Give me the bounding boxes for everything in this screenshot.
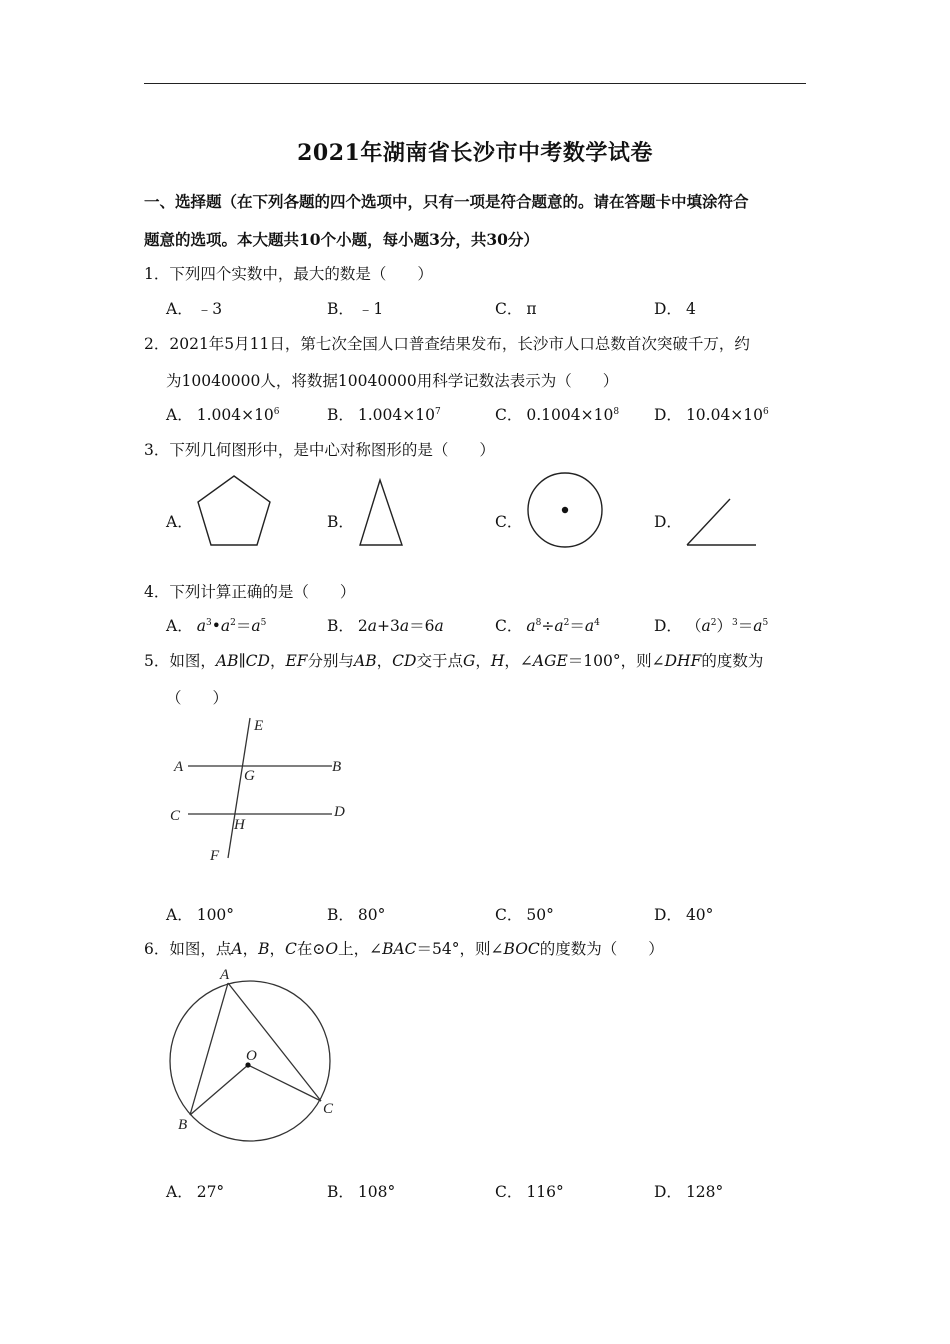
- q6-option-a[interactable]: A． 27°: [166, 1183, 225, 1201]
- label-point-f: F: [210, 848, 220, 864]
- q2-option-b[interactable]: B． $1.004\times 10^7$: [327, 406, 441, 424]
- pentagon-figure: [195, 472, 275, 550]
- angle-figure: [684, 495, 760, 551]
- question-2-stem-line2: 为10040000人，将数据10040000用科学记数法表示为（ ）: [166, 372, 619, 390]
- q6-option-b[interactable]: B． 108°: [327, 1183, 396, 1201]
- question-3-stem: 3．下列几何图形中，是中心对称图形的是（ ）: [144, 441, 495, 459]
- q2-option-c[interactable]: C． $0.1004\times 10^8$: [495, 406, 620, 424]
- q5-option-a[interactable]: A． 100°: [166, 906, 235, 924]
- question-4-stem: 4．下列计算正确的是（ ）: [144, 583, 356, 601]
- question-2-stem-line1: 2．2021年5月11日，第七次全国人口普查结果发布，长沙市人口总数首次突破千万，约: [144, 335, 750, 353]
- label-point-a: A: [220, 967, 230, 983]
- q3-option-a-label[interactable]: A．: [166, 513, 193, 531]
- question-6-stem: 6．如图，点A，B，C在⊙O上，∠BAC＝54°，则∠BOC的度数为（ ）: [144, 940, 664, 958]
- q4-option-b[interactable]: B． 2a+3a＝6a: [327, 617, 444, 635]
- circle-inscribed-angle-figure: [160, 965, 360, 1145]
- q2-option-d[interactable]: D． $10.04\times 10^6$: [654, 406, 769, 424]
- section-heading-line2: 题意的选项。本大题共10个小题，每小题3分，共30分）: [144, 230, 539, 249]
- parallel-lines-figure: [160, 712, 360, 872]
- section-heading-line1: 一、选择题（在下列各题的四个选项中，只有一项是符合题意的。请在答题卡中填涂符合: [144, 192, 749, 211]
- label-point-d: D: [334, 804, 345, 820]
- q1-option-c[interactable]: C． π: [495, 300, 537, 318]
- q3-option-c-label[interactable]: C．: [495, 513, 523, 531]
- label-point-h: H: [234, 817, 245, 833]
- circle-center-figure: [525, 472, 605, 552]
- label-point-c: C: [323, 1101, 334, 1117]
- exam-title: 2021年湖南省长沙市中考数学试卷: [297, 140, 653, 166]
- q3-option-b-label[interactable]: B．: [327, 513, 354, 531]
- q1-option-d[interactable]: D． 4: [654, 300, 696, 318]
- q4-option-c[interactable]: C． $a^8\div a^2=a^4$: [495, 617, 600, 635]
- triangle-figure: [355, 478, 407, 550]
- q3-option-d-label[interactable]: D．: [654, 513, 682, 531]
- label-point-b: B: [332, 759, 342, 775]
- label-point-c: C: [170, 808, 181, 824]
- q1-option-a[interactable]: A． ﹣3: [166, 300, 223, 318]
- label-point-g: G: [244, 768, 255, 784]
- q5-option-d[interactable]: D． 40°: [654, 906, 714, 924]
- header-rule: [144, 83, 806, 84]
- q6-option-c[interactable]: C． 116°: [495, 1183, 564, 1201]
- question-1-stem: 1．下列四个实数中，最大的数是（ ）: [144, 265, 433, 283]
- q5-option-b[interactable]: B． 80°: [327, 906, 386, 924]
- q5-option-c[interactable]: C． 50°: [495, 906, 554, 924]
- q1-option-b[interactable]: B． ﹣1: [327, 300, 384, 318]
- label-point-e: E: [254, 718, 264, 734]
- q4-option-d[interactable]: D． $(a^2)^3=a^5$: [654, 617, 769, 635]
- label-point-b: B: [178, 1117, 188, 1133]
- q4-option-a[interactable]: A． $a^3•a^2=a^5$: [166, 617, 267, 635]
- question-5-stem-line2: （ ）: [166, 689, 229, 707]
- q6-option-d[interactable]: D． 128°: [654, 1183, 724, 1201]
- label-point-a: A: [174, 759, 184, 775]
- q2-option-a[interactable]: A． $1.004\times 10^6$: [166, 406, 280, 424]
- question-5-stem: 5．如图，AB∥CD，EF分别与AB，CD交于点G，H，∠AGE＝100°，则∠DHF的度数为: [144, 652, 764, 670]
- label-point-o: O: [246, 1048, 257, 1064]
